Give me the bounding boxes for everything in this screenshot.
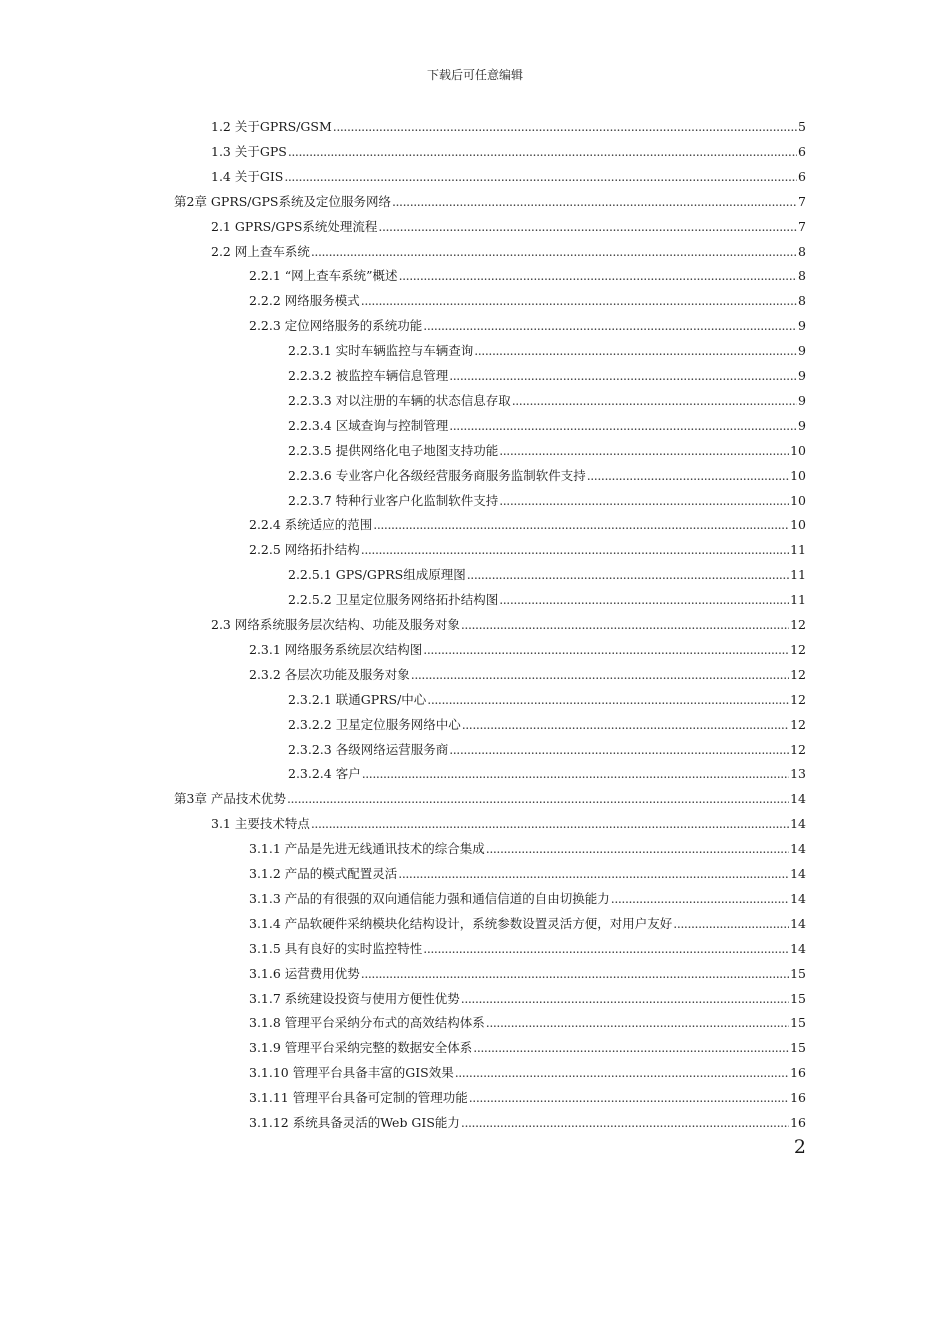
- toc-entry-title: 2.2.1 “网上查车系统”概述: [249, 268, 398, 284]
- toc-entry-title: 2.2.3.4 区域查询与控制管理: [288, 417, 449, 433]
- toc-leader-dots: [378, 216, 797, 238]
- toc-leader-dots: [398, 863, 789, 885]
- toc-entry-title: 2.3.2.3 各级网络运营服务商: [288, 741, 449, 757]
- toc-entry-page: 14: [790, 841, 806, 857]
- toc-entry[interactable]: [249, 1087, 806, 1109]
- toc-leader-dots: [362, 763, 789, 785]
- toc-entry-title: 2.2.3.3 对以注册的车辆的状态信息存取: [288, 392, 511, 408]
- toc-entry-page: 12: [790, 617, 806, 632]
- toc-entry-page: 5: [798, 119, 806, 134]
- toc-leader-dots: [284, 166, 797, 188]
- toc-entry-title: 3.1.5 具有良好的实时监控特性: [249, 940, 423, 956]
- toc-entry[interactable]: [249, 639, 806, 661]
- toc-entry[interactable]: [249, 290, 806, 312]
- toc-entry[interactable]: [211, 166, 806, 188]
- toc-entry-page: 10: [790, 467, 806, 483]
- toc-entry-page: 9: [798, 318, 806, 334]
- toc-leader-dots: [287, 788, 789, 810]
- toc-leader-dots: [423, 315, 797, 337]
- toc-entry-page: 12: [790, 716, 806, 732]
- toc-entry-page: 15: [790, 965, 806, 981]
- toc-entry-title: 3.1.7 系统建设投资与使用方便性优势: [249, 990, 460, 1006]
- toc-entry-page: 14: [790, 791, 806, 807]
- toc-entry-title: 2.3.2.2 卫星定位服务网络中心: [288, 716, 461, 732]
- toc-entry-title: 2.3 网络系统服务层次结构、功能及服务对象: [211, 617, 460, 632]
- toc-leader-dots: [512, 390, 797, 412]
- toc-entry[interactable]: [174, 788, 806, 810]
- toc-entry[interactable]: [249, 838, 806, 860]
- toc-entry-title: 2.2.3.6 专业客户化各级经营服务商服务监制软件支持: [288, 467, 586, 483]
- toc-entry-page: 9: [798, 368, 806, 383]
- toc-entry-title: 3.1.9 管理平台采纳完整的数据安全体系: [249, 1040, 473, 1056]
- toc-entry-title: 2.1 GPRS/GPS系统处理流程: [211, 218, 378, 234]
- toc-leader-dots: [467, 564, 789, 586]
- toc-leader-dots: [469, 1087, 789, 1109]
- toc-entry[interactable]: [249, 1012, 806, 1034]
- toc-entry[interactable]: [211, 141, 806, 163]
- toc-leader-dots: [311, 813, 789, 835]
- toc-entry-page: 8: [798, 268, 806, 284]
- page-header: 下载后可任意编辑: [426, 68, 523, 82]
- toc-entry-page: 16: [790, 1065, 806, 1081]
- toc-entry[interactable]: [211, 614, 806, 636]
- toc-entry-title: 第2章 GPRS/GPS系统及定位服务网络: [174, 193, 391, 209]
- toc-entry-title: 2.2.5.1 GPS/GPRS组成原理图: [288, 567, 466, 583]
- toc-entry-title: 1.3 关于GPS: [211, 143, 287, 159]
- toc-entry-title: 3.1.3 产品的有很强的双向通信能力强和通信信道的自由切换能力: [249, 890, 610, 906]
- toc-entry-title: 2.2.3.2 被监控车辆信息管理: [288, 368, 449, 383]
- toc-entry-page: 12: [790, 641, 806, 657]
- toc-entry[interactable]: [249, 913, 806, 935]
- toc-entry-page: 13: [790, 766, 806, 782]
- toc-entry-title: 2.2.3.1 实时车辆监控与车辆查询: [288, 343, 474, 359]
- toc-leader-dots: [449, 365, 797, 387]
- toc-leader-dots: [587, 465, 789, 487]
- toc-entry-page: 7: [798, 193, 806, 209]
- toc-entry[interactable]: [249, 863, 806, 885]
- toc-entry[interactable]: [288, 490, 806, 512]
- toc-entry-title: 2.3.1 网络服务系统层次结构图: [249, 641, 423, 657]
- toc-entry-page: 14: [790, 866, 806, 881]
- page-number: 2: [793, 1136, 806, 1158]
- toc-leader-dots: [499, 589, 789, 611]
- toc-leader-dots: [474, 340, 797, 362]
- toc-leader-dots: [311, 241, 797, 263]
- toc-entry-title: 3.1.11 管理平台具备可定制的管理功能: [249, 1090, 468, 1106]
- toc-entry-title: 2.2.3.5 提供网络化电子地图支持功能: [288, 442, 499, 458]
- toc-entry-page: 10: [790, 517, 806, 533]
- toc-entry-page: 15: [790, 1015, 806, 1031]
- toc-entry[interactable]: [249, 938, 806, 960]
- toc-entry-page: 10: [790, 442, 806, 458]
- toc-entry-page: 14: [790, 890, 806, 906]
- toc-entry[interactable]: [211, 116, 806, 138]
- toc-entry-title: 2.2.5.2 卫星定位服务网络拓扑结构图: [288, 592, 499, 608]
- toc-entry-title: 3.1.6 运营费用优势: [249, 965, 360, 981]
- toc-leader-dots: [361, 539, 789, 561]
- toc-entry-page: 16: [790, 1090, 806, 1106]
- toc-entry-title: 2.3.2.4 客户: [288, 766, 361, 782]
- toc-entry[interactable]: [211, 216, 806, 238]
- toc-entry[interactable]: [249, 514, 806, 536]
- toc-entry-title: 3.1.2 产品的模式配置灵活: [249, 866, 398, 881]
- toc-leader-dots: [461, 1112, 789, 1134]
- toc-entry[interactable]: [249, 664, 806, 686]
- toc-entry[interactable]: [249, 988, 806, 1010]
- toc-entry-title: 2.3.2 各层次功能及服务对象: [249, 666, 410, 682]
- toc-entry-page: 9: [798, 417, 806, 433]
- toc-entry[interactable]: [288, 739, 806, 761]
- toc-entry[interactable]: [211, 813, 806, 835]
- toc-entry[interactable]: [249, 888, 806, 910]
- toc-entry-title: 2.2 网上查车系统: [211, 243, 310, 259]
- toc-entry-page: 6: [798, 143, 806, 159]
- toc-leader-dots: [288, 141, 797, 163]
- toc-entry-title: 3.1.12 系统具备灵活的Web GIS能力: [249, 1115, 460, 1130]
- toc-entry[interactable]: [288, 564, 806, 586]
- toc-leader-dots: [427, 689, 789, 711]
- toc-entry[interactable]: [288, 465, 806, 487]
- toc-leader-dots: [423, 938, 789, 960]
- toc-leader-dots: [373, 514, 789, 536]
- toc-entry-title: 2.2.3 定位网络服务的系统功能: [249, 318, 423, 334]
- toc-entry-page: 8: [798, 293, 806, 309]
- toc-leader-dots: [423, 639, 789, 661]
- toc-entry-title: 2.2.4 系统适应的范围: [249, 517, 373, 533]
- toc-entry-page: 12: [790, 741, 806, 757]
- toc-entry-title: 2.3.2.1 联通GPRS/中心: [288, 691, 427, 707]
- toc-leader-dots: [455, 1062, 789, 1084]
- toc-entry-page: 15: [790, 1040, 806, 1056]
- toc-leader-dots: [361, 963, 789, 985]
- toc-entry[interactable]: [249, 315, 806, 337]
- toc-entry-page: 15: [790, 990, 806, 1006]
- toc-leader-dots: [473, 1037, 789, 1059]
- toc-entry-page: 11: [790, 592, 806, 608]
- toc-leader-dots: [449, 739, 789, 761]
- toc-entry-page: 14: [790, 940, 806, 956]
- toc-entry[interactable]: [288, 689, 806, 711]
- toc-entry-page: 8: [798, 243, 806, 259]
- toc-entry-page: 14: [790, 816, 806, 832]
- toc-entry-page: 11: [790, 542, 806, 558]
- toc-leader-dots: [333, 116, 797, 138]
- toc-entry[interactable]: [288, 763, 806, 785]
- toc-leader-dots: [486, 1012, 789, 1034]
- toc-entry-page: 12: [790, 666, 806, 682]
- toc-leader-dots: [486, 838, 789, 860]
- toc-entry[interactable]: [288, 714, 806, 736]
- toc-entry[interactable]: [288, 390, 806, 412]
- toc-entry-page: 10: [790, 492, 806, 508]
- toc-leader-dots: [449, 415, 797, 437]
- toc-leader-dots: [392, 191, 797, 213]
- toc-entry-page: 11: [790, 567, 806, 583]
- toc-entry-title: 3.1.4 产品软硬件采纳模块化结构设计，系统参数设置灵活方便，对用户友好: [249, 915, 673, 931]
- toc-leader-dots: [461, 614, 789, 636]
- toc-leader-dots: [399, 265, 797, 287]
- toc-leader-dots: [499, 490, 789, 512]
- toc-entry-page: 6: [798, 168, 806, 184]
- toc-entry-page: 12: [790, 691, 806, 707]
- toc-entry[interactable]: [249, 1037, 806, 1059]
- toc-entry[interactable]: [288, 440, 806, 462]
- toc-entry[interactable]: [288, 340, 806, 362]
- toc-entry-page: 9: [798, 392, 806, 408]
- toc-leader-dots: [461, 988, 789, 1010]
- toc-leader-dots: [611, 888, 789, 910]
- toc-entry-page: 14: [790, 915, 806, 931]
- toc-entry-title: 3.1 主要技术特点: [211, 816, 310, 832]
- toc-entry-page: 7: [798, 218, 806, 234]
- toc-leader-dots: [499, 440, 789, 462]
- toc-entry[interactable]: [288, 415, 806, 437]
- toc-entry[interactable]: [249, 963, 806, 985]
- toc-leader-dots: [411, 664, 789, 686]
- toc-entry-page: 9: [798, 343, 806, 359]
- toc-entry-title: 1.2 关于GPRS/GSM: [211, 119, 332, 134]
- toc-entry[interactable]: [288, 589, 806, 611]
- toc-entry[interactable]: [249, 265, 806, 287]
- toc-entry-title: 1.4 关于GIS: [211, 168, 284, 184]
- toc-entry[interactable]: [288, 365, 806, 387]
- toc-entry-page: 16: [790, 1115, 806, 1130]
- toc-entry-title: 2.2.3.7 特种行业客户化监制软件支持: [288, 492, 499, 508]
- toc-entry[interactable]: [249, 1112, 806, 1134]
- toc-entry-title: 3.1.8 管理平台采纳分布式的高效结构体系: [249, 1015, 485, 1031]
- toc-entry-title: 第3章 产品技术优势: [174, 791, 286, 807]
- toc-entry-title: 3.1.10 管理平台具备丰富的GIS效果: [249, 1065, 454, 1081]
- toc-entry-title: 3.1.1 产品是先进无线通讯技术的综合集成: [249, 841, 485, 857]
- toc-leader-dots: [462, 714, 789, 736]
- toc-leader-dots: [673, 913, 789, 935]
- toc-entry[interactable]: [249, 539, 806, 561]
- toc-entry[interactable]: [211, 241, 806, 263]
- toc-leader-dots: [361, 290, 797, 312]
- toc-entry-title: 2.2.2 网络服务模式: [249, 293, 360, 309]
- toc-entry[interactable]: [174, 191, 806, 213]
- toc-entry[interactable]: [249, 1062, 806, 1084]
- toc-entry-title: 2.2.5 网络拓扑结构: [249, 542, 360, 558]
